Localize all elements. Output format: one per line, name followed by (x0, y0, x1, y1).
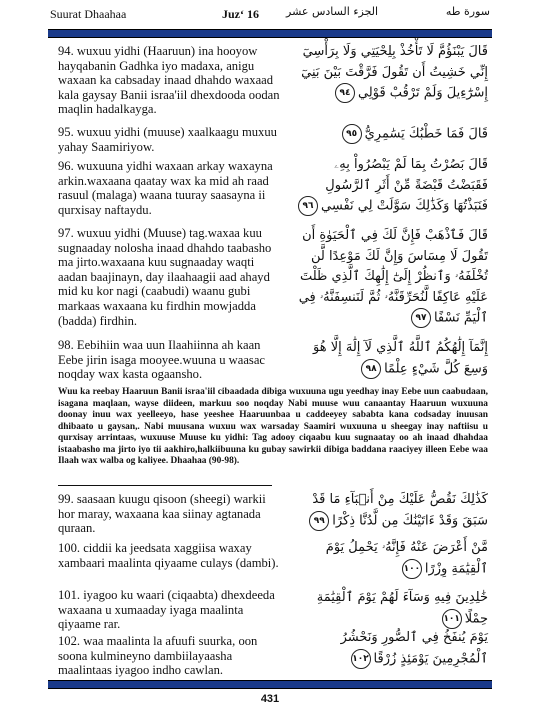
verse-100-translation: 100. ciddii ka jeedsata xaggiisa waxay xambaari maalinta qiyaame culays (dambi). (58, 541, 279, 570)
commentary-paragraph: Wuu ka reebay Haaruun Banii israa'iil cibaadada dibiga wuxuuna ugu yeedhay inay Eebe uun caabudaan, isagana maqlaan, wayse diideen, markuu soo noqday Nabi muuse wuu canaantay Haaruun wuxuuna doonay inuu wax yeelleeyo, hase yeeshee Haaruunbaa u caddeeyey sababta kana codsaday inuusan dhibaato u gaysan,. Nabi muusana wuxuu wax warsaday Saamiri wuxuuna u sheegay inay naftiisu u qurxisay arrintaas, wuxuuse Muuse ku yidhi: Tag adooy ciqaabu kuu sugnaatay oo ah inaad dhahdaa istaabasho ma jirto iyo tii aakhiro,halkiibuuna ku gubay sawirkii dibiga baddana raaciyey illeen Eebe waa Ilaah wax walba og kaliyee. Dhaahaa (90-98). (58, 387, 488, 466)
verse-97-arabic-text: قَالَ فَٱذْهَبْ فَإِنَّ لَكَ فِي ٱلْحَيَوٰةِ أَن تَقُولَ لَا مِسَاسَ وَإِنَّ لَكَ مَوْعِدًا لَّن تُخْلَفَهُۥ وَٱنظُرْ إِلَىٰٓ إِلَٰهِكَ ٱلَّذِي ظَلْتَ عَلَيْهِ عَاكِفًا لَّنُحَرِّقَنَّهُۥ ثُمَّ لَنَنسِفَنَّهُۥ فِي ٱلْيَمِّ نَسْفًا (298, 228, 488, 326)
verse-96-arabic (292, 155, 488, 217)
verse-96-marker: ٩٦ (298, 196, 318, 216)
verse-97-arabic (292, 226, 488, 329)
verse-95-translation: 95. wuxuu yidhi (muuse) xaalkaagu muxuu yahay Saamiriyow. (58, 125, 277, 154)
verse-95-arabic (292, 124, 488, 145)
verse-95-marker: ٩٥ (342, 124, 362, 144)
bottom-rule (48, 680, 492, 689)
verse-101-arabic-text: خَٰلِدِينَ فِيهِ وَسَآءَ لَهُمْ يَوْمَ ٱلْقِيَٰمَةِ حِمْلًا (316, 590, 488, 626)
page-header (0, 0, 540, 26)
juz-label-arabic: الجزء السادس عشر (286, 5, 379, 18)
verse-94-translation: 94. wuxuu yidhi (Haaruun) ina hooyow hayqabanin Gadhka iyo madaxa, anigu waxaan ka cabsaday inaad dhahdo waxaad kala gaysay Banii israa'iil dhexdooda oodan maqlin hadalkayga. (58, 44, 280, 117)
verse-101-arabic (292, 588, 488, 630)
verse-95-arabic-text: قَالَ فَمَا خَطْبُكَ يَسَٰمِرِيُّ (364, 126, 488, 142)
verse-96-translation: 96. wuxuuna yidhi waxaan arkay waxayna arkin.waxaana qaatay wax ka mid ah raad rasuul (malaga) waana tuuray saasayna ii qurxisay naftaydu. (58, 159, 273, 217)
verse-101-marker: ١٠١ (442, 609, 462, 629)
verse-99-translation: 99. saasaan kuugu qisoon (sheegi) warkii hor maray, waxaana kaa siinay agtanada quraan. (58, 492, 266, 536)
verse-98-translation: 98. Eebihiin waa uun Ilaahiinna ah kaan Eebe jirin isaga mooyee.wuuna u waasac noqday wax kasta ogaansho. (58, 338, 266, 382)
verse-94-arabic-text: قَالَ يَبْنَؤُمَّ لَا تَأْخُذْ بِلِحْيَتِي وَلَا بِرَأْسِيٓ إِنِّي خَشِيتُ أَن تَقُولَ فَرَّقْتَ بَيْنَ بَنِيٓ إِسْرَٰٓءِيلَ وَلَمْ تَرْقُبْ قَوْلِي (301, 44, 488, 101)
surah-name: Suurat Dhaahaa (50, 7, 127, 21)
verse-99-arabic (292, 490, 488, 532)
verse-101-translation: 101. iyagoo ku waari (ciqaabta) dhexdeeda waxaana u xumaaday iyaga maalinta qiyaame rar. (58, 588, 275, 632)
juz-label: Juz‘ 16 (222, 7, 259, 21)
verse-102-marker: ١٠٢ (351, 649, 371, 669)
page-number: 431 (260, 693, 280, 705)
verse-100-arabic (292, 538, 488, 580)
verse-102-arabic-text: يَوْمَ يُنفَخُ فِي ٱلصُّورِ وَنَحْشُرُ ٱلْمُجْرِمِينَ يَوْمَئِذٍ زُرْقًا (340, 630, 488, 666)
verse-97-marker: ٩٧ (411, 308, 431, 328)
verse-99-arabic-text: كَذَٰلِكَ نَقُصُّ عَلَيْكَ مِنْ أَنۢبَآءِ مَا قَدْ سَبَقَ وَقَدْ ءَاتَيْنَٰكَ مِن لَّدُنَّا ذِكْرًا (312, 492, 488, 528)
verse-100-arabic-text: مَّنْ أَعْرَضَ عَنْهُ فَإِنَّهُۥ يَحْمِلُ يَوْمَ ٱلْقِيَٰمَةِ وِزْرًا (325, 540, 488, 576)
verse-97-translation: 97. wuxuu yidhi (Muuse) tag.waxaa kuu sugnaaday nolosha inaad dhahdo taabasho ma jirto.waxaana kuu sugnaaday waqti aadan baajinayn, day ilaahaagii aad ahayd mid ku kor nagi (caabudi) waanu gubi markaas waxaana ku firdhin mowjadda (badda) firdhin. (58, 226, 272, 328)
verse-94-arabic (292, 42, 488, 104)
verse-100-marker: ١٠٠ (402, 559, 422, 579)
verse-99-marker: ٩٩ (309, 511, 329, 531)
surah-name-arabic: سورة طه (445, 5, 490, 18)
verse-98-marker: ٩٨ (361, 359, 381, 379)
verse-102-arabic (292, 628, 488, 670)
verse-98-arabic (292, 338, 488, 380)
verse-102-translation: 102. waa maalinta la afuufi suurka, oon soona kulmineyno dambiilayaasha maalintaas iyagoo indho cawlan. (58, 634, 258, 678)
verse-94-marker: ٩٤ (335, 83, 355, 103)
section-divider (58, 485, 272, 486)
verse-98-arabic-text: إِنَّمَآ إِلَٰهُكُمُ ٱللَّهُ ٱلَّذِي لَآ إِلَٰهَ إِلَّا هُوَ وَسِعَ كُلَّ شَيْءٍ عِلْمًا (312, 340, 488, 376)
top-rule (48, 29, 492, 38)
verse-96-arabic-text: قَالَ بَصُرْتُ بِمَا لَمْ يَبْصُرُواْ بِهِۦ فَقَبَضْتُ قَبْضَةً مِّنْ أَثَرِ ٱلرَّسُولِ فَنَبَذْتُهَا وَكَذَٰلِكَ سَوَّلَتْ لِي نَفْسِي (321, 157, 488, 214)
